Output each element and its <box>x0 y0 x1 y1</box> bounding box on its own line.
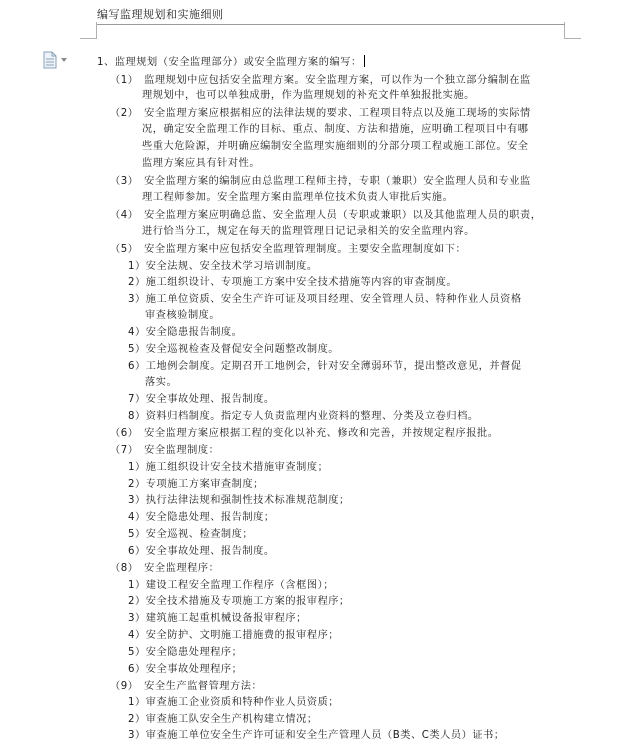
text-cursor <box>364 55 365 67</box>
doc-line: 1）安全法规、安全技术学习培训制度。 <box>128 261 318 272</box>
doc-line: （7） 安全监理制度： <box>110 445 220 456</box>
doc-line: 3）执行法律法规和强制性技术标准规范制度； <box>128 495 350 506</box>
doc-line: 1）建设工程安全监理工作程序（含框图）； <box>128 580 334 591</box>
doc-line: 落实。 <box>145 377 178 388</box>
doc-line: 2）施工组织设计、专项施工方案中安全技术措施等内容的审查制度。 <box>128 277 458 288</box>
doc-line: 1）施工组织设计安全技术措施审查制度； <box>128 462 329 473</box>
doc-line: 2）专项施工方案审查制度； <box>128 479 264 490</box>
doc-line: 况，确定安全监理工作的目标、重点、制度、方法和措施，应明确工程项目中有哪 <box>142 124 529 135</box>
doc-line: （2） 安全监理方案应根据相应的法律法规的要求、工程项目特点以及施工现场的实际情 <box>110 108 531 119</box>
doc-line: 5）安全巡视检查及督促安全问题整改制度。 <box>128 344 340 355</box>
chevron-down-icon <box>61 58 67 62</box>
header-rule <box>97 24 565 25</box>
doc-line: （1） 监理规划中应包括安全监理方案。安全监理方案，可以作为一个独立部分编制在监 <box>110 75 531 86</box>
doc-line: （6） 安全监理方案应根据工程的变化以补充、修改和完善，并按规定程序报批。 <box>110 428 499 439</box>
doc-line: 4）安全隐患报告制度。 <box>128 327 243 338</box>
doc-line: 监理方案应具有针对性。 <box>142 158 261 169</box>
doc-line: 8）资料归档制度。指定专人负责监理内业资料的整理、分类及立卷归档。 <box>128 411 479 422</box>
doc-line: 4）安全防护、文明施工措施费的报审程序； <box>128 630 340 641</box>
doc-line: 4）安全隐患处理、报告制度； <box>128 512 275 523</box>
doc-line: 2）安全技术措施及专项施工方案的报审程序； <box>128 596 350 607</box>
margin-corner-mark-right <box>564 22 581 39</box>
margin-doc-menu[interactable] <box>42 51 68 69</box>
doc-line: 6）工地例会制度。定期召开工地例会，针对安全薄弱环节，提出整改意见，并督促 <box>128 361 522 372</box>
doc-line: 3）施工单位资质、安全生产许可证及项目经理、安全管理人员、特种作业人员资格 <box>128 294 522 305</box>
doc-line: 理工程师参加。安全监理方案由监理单位技术负责人审批后实施。 <box>142 192 454 203</box>
doc-line: 5）安全隐患处理程序； <box>128 647 243 658</box>
doc-line: 些重大危险源，并明确应编制安全监理实施细则的分部分项工程或施工部位。安全 <box>142 141 529 152</box>
doc-line: （3） 安全监理方案的编制应由总监理工程师主持，专职（兼职）安全监理人员和专业监 <box>110 176 531 187</box>
doc-line: （4） 安全监理方案应明确总监、安全监理人员（专职或兼职）以及其他监理人员的职责， <box>110 210 542 221</box>
doc-line: 审查核验制度。 <box>145 310 221 321</box>
doc-line: （8） 安全监理程序： <box>110 563 220 574</box>
doc-line: 进行恰当分工，规定在每天的监理管理日记记录相关的安全监理内容。 <box>142 226 475 237</box>
doc-line: 6）安全事故处理程序； <box>128 664 243 675</box>
doc-line: 3）建筑施工起重机械设备报审程序； <box>128 613 307 624</box>
doc-line: 2）审查施工队安全生产机构建立情况； <box>128 714 318 725</box>
doc-line: 5）安全巡视、检查制度； <box>128 529 254 540</box>
doc-line: （9） 安全生产监督管理方法： <box>110 681 263 692</box>
doc-line: 6）安全事故处理、报告制度。 <box>128 546 275 557</box>
doc-line: 7）安全事故处理、报告制度。 <box>128 394 275 405</box>
doc-line: （5） 安全监理方案中应包括安全监理管理制度。主要安全监理制度如下： <box>110 244 467 255</box>
page-header: 编写监理规划和实施细则 <box>97 8 224 21</box>
doc-line: 理规划中，也可以单独成册，作为监理规划的补充文件单独报批实施。 <box>142 90 475 101</box>
doc-line: 3）审查施工单位安全生产许可证和安全生产管理人员（B类、C类人员）证书； <box>128 730 505 741</box>
doc-line: 1、监理规划（安全监理部分）或安全监理方案的编写： <box>97 53 365 68</box>
margin-corner-mark <box>80 22 97 39</box>
doc-line: 1）审查施工企业资质和特种作业人员资质； <box>128 697 340 708</box>
